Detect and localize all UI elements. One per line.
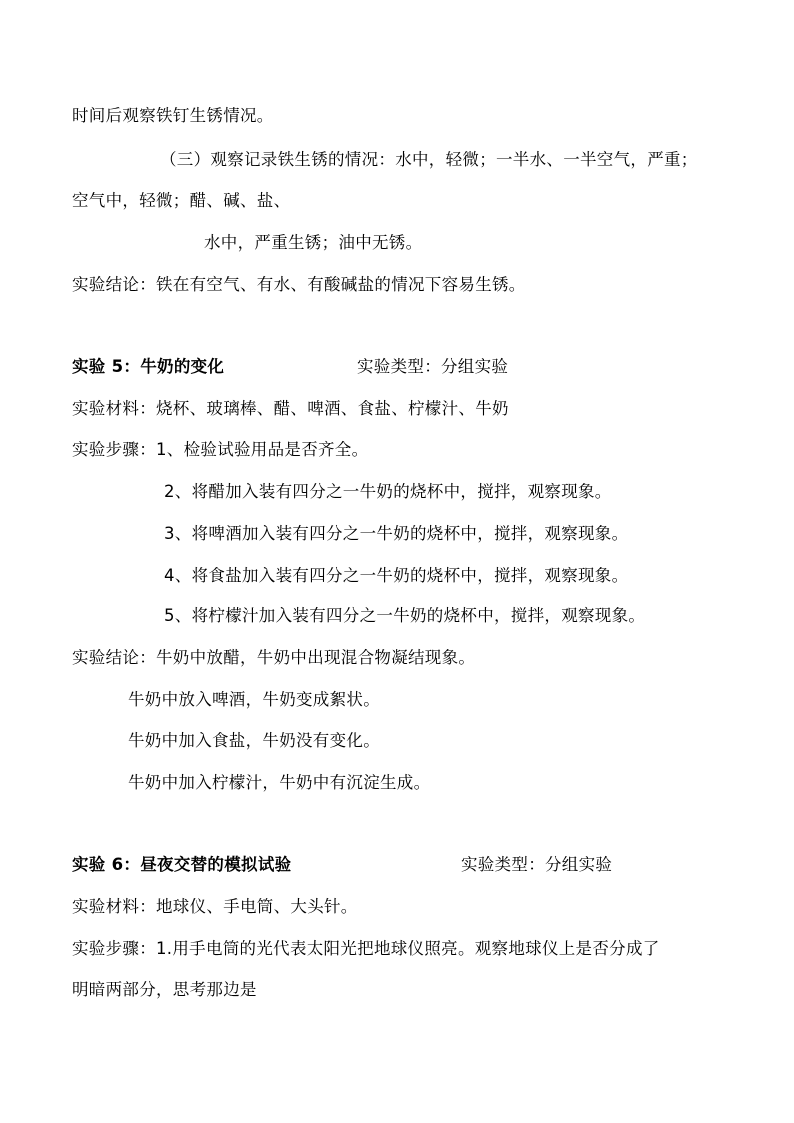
- exp5-step-4: 4、将食盐加入装有四分之一牛奶的烧杯中，搅拌，观察现象。: [164, 566, 629, 585]
- exp6-type: 实验类型：分组实验: [461, 855, 613, 874]
- exp4-line-observe-rust: 时间后观察铁钉生锈情况。: [72, 106, 274, 125]
- exp4-observation-line-1: （三）观察记录铁生锈的情况：水中，轻微；一半水、一半空气，严重；: [160, 150, 698, 169]
- exp6-title: 实验 6：昼夜交替的模拟试验: [72, 855, 292, 874]
- exp5-conclusion-3: 牛奶中加入食盐，牛奶没有变化。: [128, 731, 380, 750]
- exp6-materials: 实验材料：地球仪、手电筒、大头针。: [72, 897, 358, 916]
- exp5-step-5: 5、将柠檬汁加入装有四分之一牛奶的烧杯中，搅拌，观察现象。: [164, 606, 646, 625]
- exp5-type: 实验类型：分组实验: [357, 357, 509, 376]
- exp5-materials: 实验材料：烧杯、玻璃棒、醋、啤酒、食盐、柠檬汁、牛奶: [72, 399, 509, 418]
- exp4-conclusion: 实验结论：铁在有空气、有水、有酸碱盐的情况下容易生锈。: [72, 275, 526, 294]
- exp5-conclusion-2: 牛奶中放入啤酒，牛奶变成絮状。: [128, 690, 380, 709]
- exp4-observation-line-3: 水中，严重生锈；油中无锈。: [204, 233, 423, 252]
- exp5-step-3: 3、将啤酒加入装有四分之一牛奶的烧杯中，搅拌，观察现象。: [164, 524, 629, 543]
- exp5-conclusion-4: 牛奶中加入柠檬汁，牛奶中有沉淀生成。: [128, 773, 431, 792]
- exp5-step-1: 实验步骤：1、检验试验用品是否齐全。: [72, 440, 369, 459]
- exp5-step-2: 2、将醋加入装有四分之一牛奶的烧杯中，搅拌，观察现象。: [164, 482, 612, 501]
- exp6-step-1-line-1: 实验步骤：1.用手电筒的光代表太阳光把地球仪照亮。观察地球仪上是否分成了: [72, 939, 660, 958]
- exp5-title: 实验 5：牛奶的变化: [72, 357, 225, 376]
- exp4-observation-line-2: 空气中，轻微；醋、碱、盐、: [72, 191, 291, 210]
- exp5-conclusion-1: 实验结论：牛奶中放醋，牛奶中出现混合物凝结现象。: [72, 648, 476, 667]
- exp6-step-1-line-2: 明暗两部分，思考那边是: [72, 980, 257, 999]
